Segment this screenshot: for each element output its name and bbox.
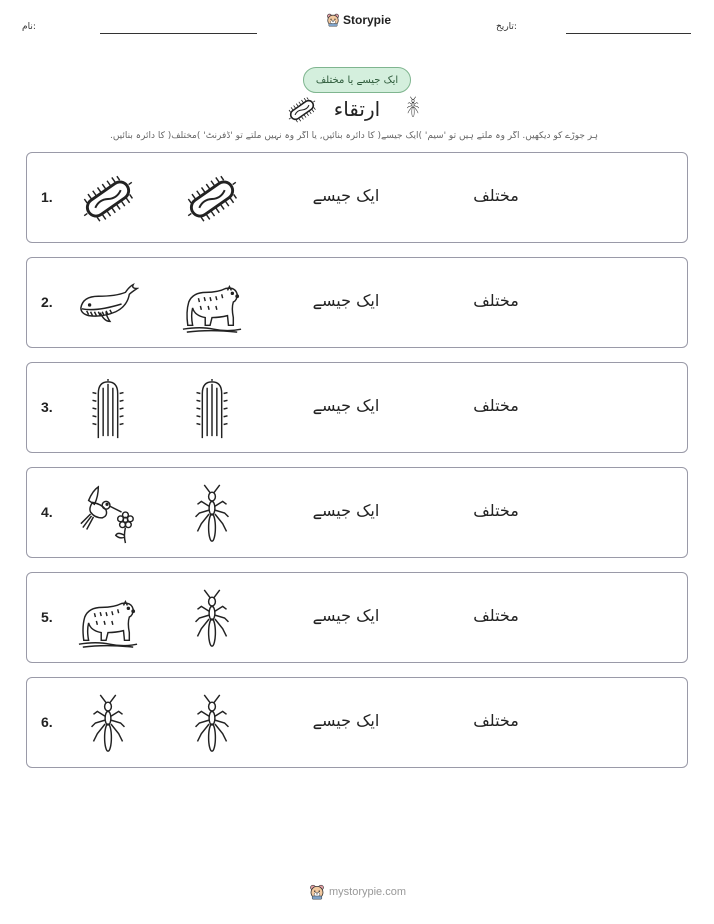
row-number: 5. bbox=[41, 609, 53, 625]
date-input-line[interactable] bbox=[566, 33, 691, 34]
different-option[interactable]: مختلف bbox=[473, 291, 519, 310]
row-number: 6. bbox=[41, 714, 53, 730]
same-option[interactable]: ایک جیسے bbox=[312, 711, 380, 730]
bear-mascot-icon bbox=[326, 13, 340, 27]
same-option[interactable]: ایک جیسے bbox=[312, 291, 380, 310]
hummingbird-icon bbox=[77, 483, 139, 545]
polar-bear-icon bbox=[181, 273, 243, 335]
bacterium-icon bbox=[181, 168, 243, 230]
exercise-row-1 bbox=[26, 152, 688, 243]
bear-mascot-icon bbox=[309, 884, 325, 900]
row-number: 1. bbox=[41, 189, 53, 205]
ant-icon bbox=[181, 483, 243, 545]
footer bbox=[309, 884, 406, 900]
different-option[interactable]: مختلف bbox=[473, 606, 519, 625]
ant-icon bbox=[402, 92, 424, 122]
same-option[interactable]: ایک جیسے bbox=[312, 396, 380, 415]
ant-icon bbox=[77, 693, 139, 755]
different-option[interactable]: مختلف bbox=[473, 396, 519, 415]
page-title: ارتقاء bbox=[333, 97, 381, 121]
exercise-row-6 bbox=[26, 677, 688, 768]
brand-name: Storypie bbox=[343, 13, 392, 27]
whale-icon bbox=[77, 273, 139, 335]
exercise-row-3 bbox=[26, 362, 688, 453]
name-label: نام: bbox=[22, 22, 36, 32]
different-option[interactable]: مختلف bbox=[473, 711, 519, 730]
footer-website[interactable]: mystorypie.com bbox=[329, 886, 407, 898]
name-input-line[interactable] bbox=[100, 33, 257, 34]
exercise-row-4 bbox=[26, 467, 688, 558]
exercise-row-5 bbox=[26, 572, 688, 663]
polar-bear-icon bbox=[77, 588, 139, 650]
same-option[interactable]: ایک جیسے bbox=[312, 186, 380, 205]
ant-icon bbox=[181, 588, 243, 650]
same-option[interactable]: ایک جیسے bbox=[312, 606, 380, 625]
instructions-text: ہر جوڑے کو دیکھیں. اگر وہ ملتے ہیں تو 'سیم' )ایک جیسے( کا دائرہ بنائیں, یا اگر وہ نہیں ملتے تو 'ڈفرنٹ' )مختلف( کا دائرہ بنائیں. bbox=[109, 131, 599, 141]
row-number: 2. bbox=[41, 294, 53, 310]
different-option[interactable]: مختلف bbox=[473, 501, 519, 520]
worksheet-type-badge: ایک جیسے یا مختلف bbox=[303, 67, 411, 93]
cactus-icon bbox=[77, 378, 139, 440]
date-label: تاریخ: bbox=[496, 22, 517, 32]
exercise-row-2 bbox=[26, 257, 688, 348]
same-option[interactable]: ایک جیسے bbox=[312, 501, 380, 520]
different-option[interactable]: مختلف bbox=[473, 186, 519, 205]
ant-icon bbox=[181, 693, 243, 755]
cactus-icon bbox=[181, 378, 243, 440]
row-number: 4. bbox=[41, 504, 53, 520]
bacterium-icon bbox=[77, 168, 139, 230]
brand-logo bbox=[326, 13, 391, 27]
row-number: 3. bbox=[41, 399, 53, 415]
